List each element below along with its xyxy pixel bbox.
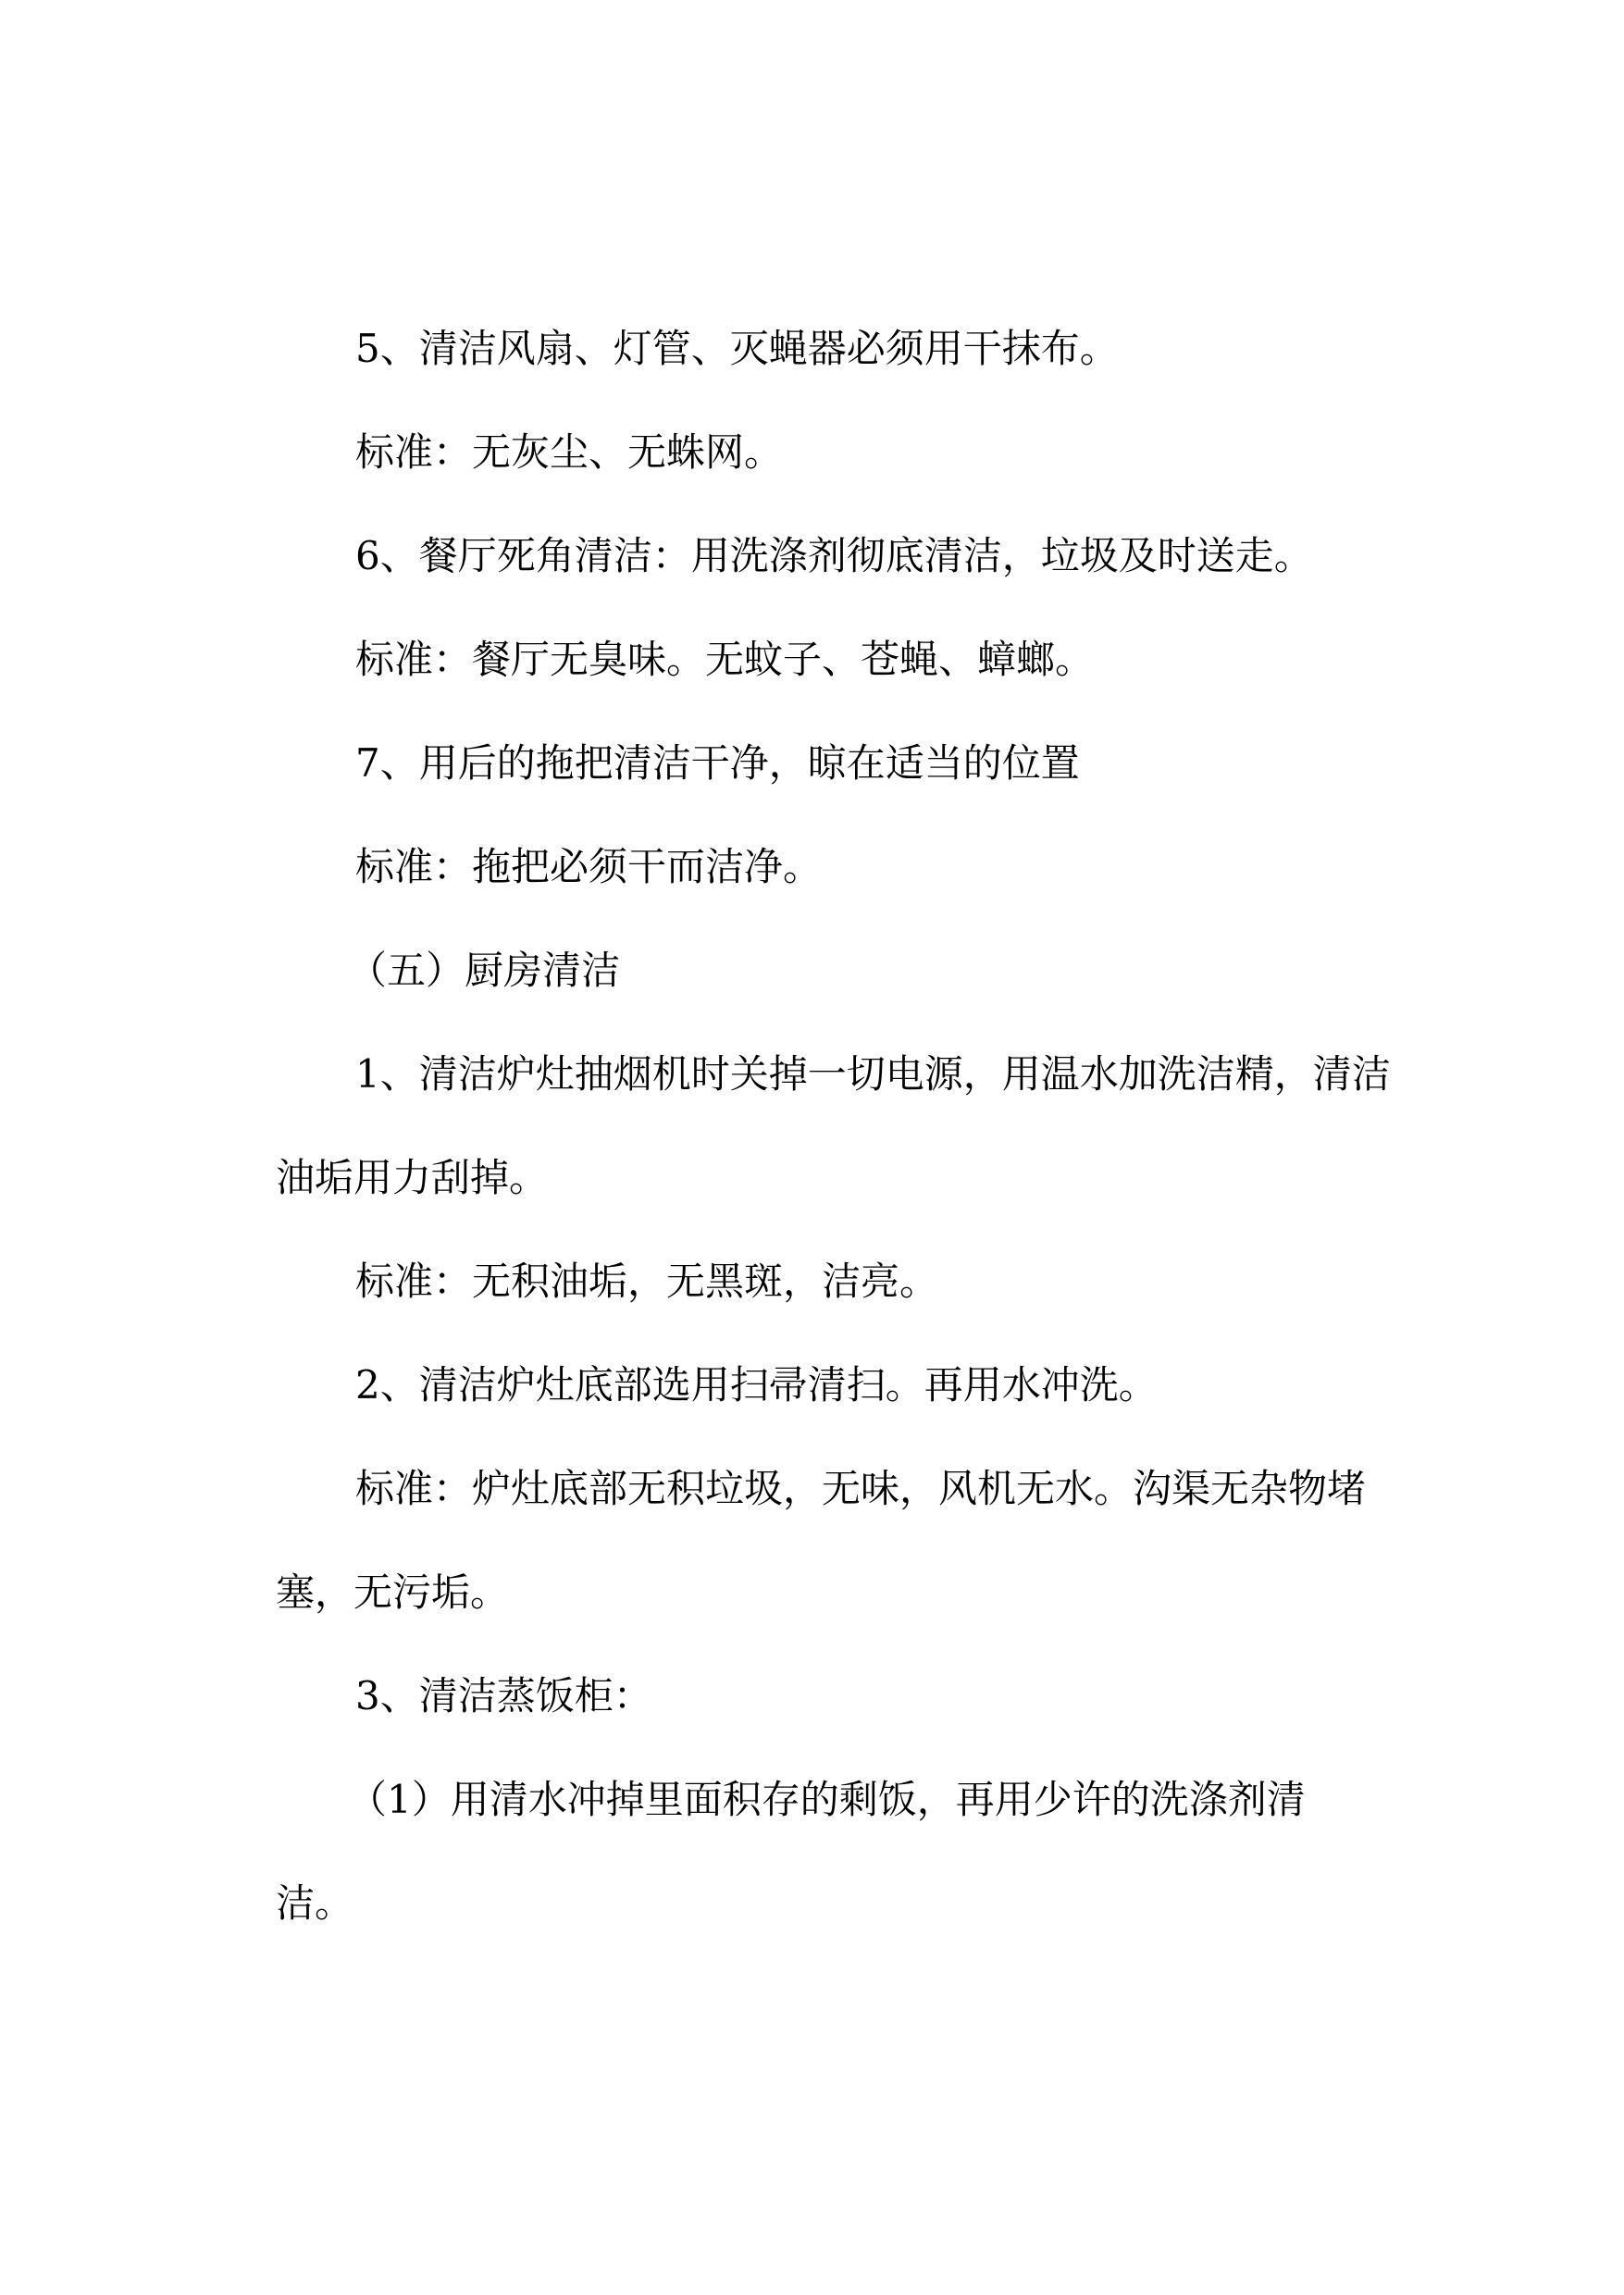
kitchen-item-1-standard: 标准：无积油垢，无黑斑，洁亮。 xyxy=(355,1259,939,1304)
kitchen-item-3-steamer-cabinet: 3、清洁蒸饭柜： xyxy=(355,1673,652,1718)
kitchen-item-2-stove-bottom-cleaning: 2、清洁炉灶底部选用扫帚清扫。再用水冲洗。 xyxy=(355,1362,1158,1408)
kitchen-item-2-standard-continuation: 塞，无污垢。 xyxy=(276,1569,510,1615)
section-5-heading: （五）厨房清洁 xyxy=(348,948,621,993)
kitchen-item-3-step-1-continuation: 洁。 xyxy=(276,1880,354,1926)
item-7-mop-cleaning: 7、用后的拖把清洁干净，晾在适当的位置 xyxy=(355,740,1080,786)
kitchen-item-3-step-1: （1）用清水冲掉里面积存的剩饭，再用少许的洗涤剂清 xyxy=(348,1777,1306,1822)
kitchen-item-1-continuation: 油垢用力刮掉。 xyxy=(276,1155,549,1200)
kitchen-item-2-standard: 标准：炉灶底部无积垃圾，无味，风机无水。沟渠无杂物堵 xyxy=(355,1466,1367,1511)
item-6-restaurant-corner-cleaning: 6、餐厅死角清洁：用洗涤剂彻底清洁，垃圾及时送走。 xyxy=(355,533,1313,578)
item-5-standard: 标准：无灰尘、无蛛网。 xyxy=(355,429,784,475)
item-5-fan-light-cleaning: 5、清洁风扇、灯管、灭蝇器必须用干抹布。 xyxy=(355,326,1119,371)
item-6-standard: 标准：餐厅无臭味。无蚊子、苍蝇、蟑螂。 xyxy=(355,637,1095,682)
item-7-standard: 标准：拖把必须干而洁净。 xyxy=(355,844,823,889)
kitchen-item-1-hood-cleaning: 1、清洁炉灶抽烟机时关掉一切电源，用温水加洗洁精，清洁 xyxy=(355,1051,1391,1097)
